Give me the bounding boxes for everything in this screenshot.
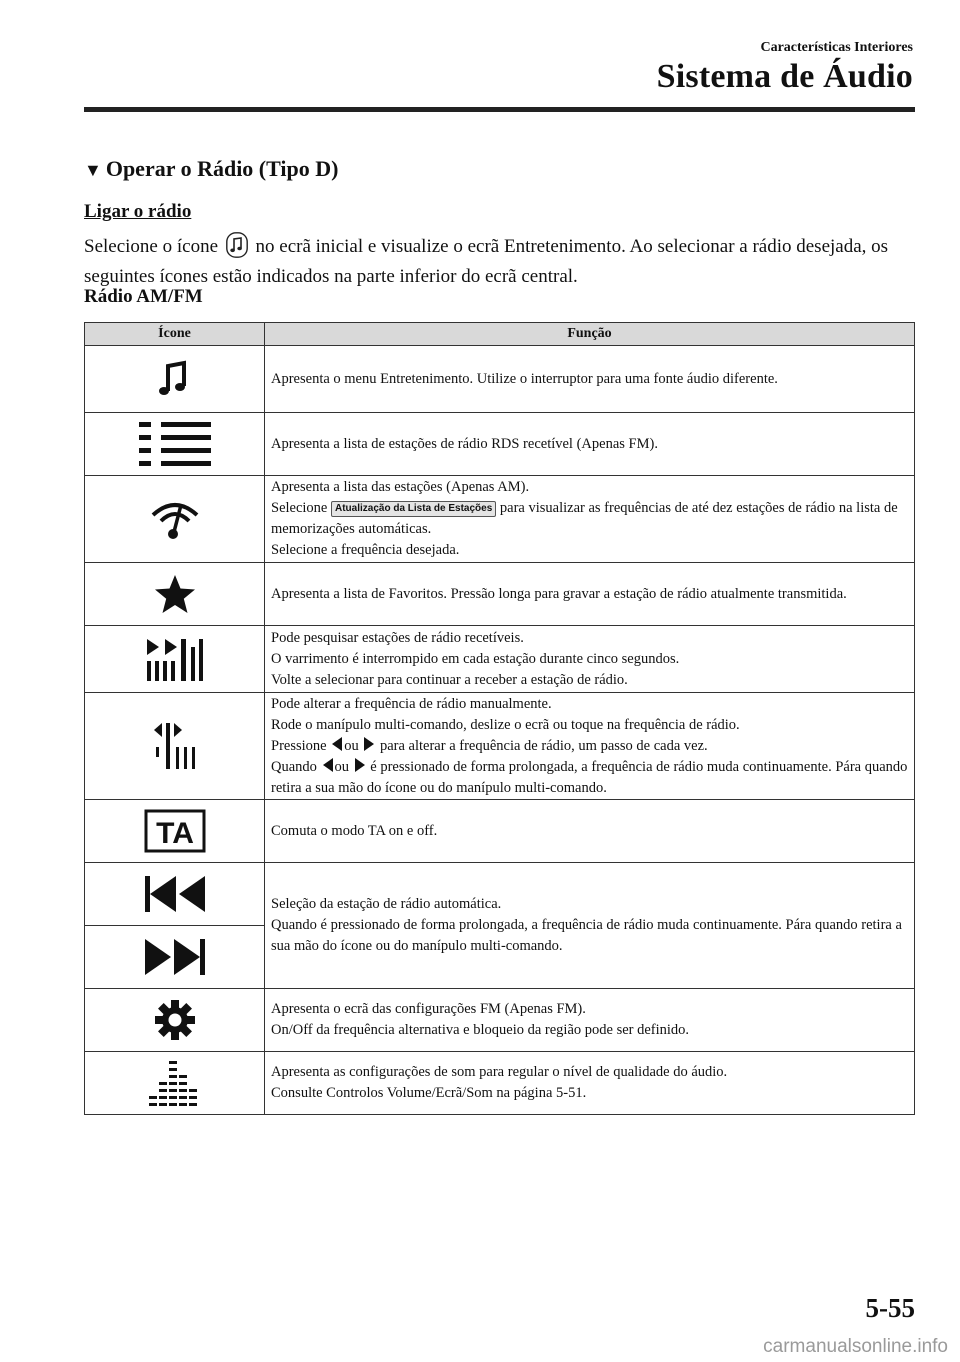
- row-description: Apresenta a lista das estações (Apenas AM). Selecione Atualização da Lista de Estações para visualizar as frequências de até dez estações de rádio na lista de memorizações automáticas. Selecione a frequência desejada.: [265, 476, 915, 563]
- row-description: Pode pesquisar estações de rádio recetíveis. O varrimento é interrompido em cada estação durante cinco segundos. Volte a selecionar para continuar a receber a estação de rádio.: [265, 626, 915, 693]
- right-arrow-icon: [355, 758, 365, 772]
- table-row: [85, 626, 915, 693]
- update-station-list-button[interactable]: Atualização da Lista de Estações: [331, 501, 496, 517]
- manual-tune-icon: [85, 693, 265, 800]
- row-description: Apresenta o ecrã das configurações FM (Apenas FM). On/Off da frequência alternativa e bloqueio da região pode ser definido.: [265, 989, 915, 1052]
- intro-text-2: no ecrã inicial e visualize o ecrã Entretenimento. Ao selecionar a rádio desejada, os seguintes ícones estão indicados na parte inferior do ecrã central.: [84, 236, 889, 287]
- row-description: Apresenta a lista de Favoritos. Pressão longa para gravar a estação de rádio atualmente transmitida.: [265, 563, 915, 626]
- table-header-row: [85, 323, 915, 346]
- page-number: 5-55: [865, 1293, 915, 1323]
- header-divider: [84, 107, 915, 112]
- list-icon: [85, 413, 265, 476]
- table-row: [85, 476, 915, 563]
- table-row: [85, 693, 915, 800]
- scan-icon: [85, 626, 265, 693]
- skip-forward-icon: [85, 926, 265, 989]
- left-arrow-icon: [323, 758, 333, 772]
- subsection-title: Rádio AM/FM: [84, 286, 203, 307]
- table-row: [85, 1052, 915, 1115]
- table-row: [85, 863, 915, 926]
- section-title-text: Operar o Rádio (Tipo D): [105, 156, 339, 181]
- table-row: [85, 346, 915, 413]
- table-row: [85, 800, 915, 863]
- table-row: [85, 563, 915, 626]
- subheading: Ligar o rádio: [84, 201, 192, 222]
- table-row: [85, 413, 915, 476]
- row-description: Apresenta as configurações de som para regular o nível de qualidade do áudio. Consulte Controlos Volume/Ecrã/Som na página 5-51.: [265, 1052, 915, 1115]
- intro-text-1: Selecione o ícone: [84, 236, 219, 257]
- row-description: Apresenta a lista de estações de rádio RDS recetível (Apenas FM).: [265, 413, 915, 476]
- station-list-icon: [85, 476, 265, 563]
- music-note-icon: [226, 232, 248, 258]
- row-description: Apresenta o menu Entretenimento. Utilize o interruptor para uma fonte áudio diferente.: [265, 346, 915, 413]
- intro-paragraph: [84, 232, 914, 292]
- column-header-function: Função: [265, 323, 915, 346]
- chapter-label: Características Interiores: [760, 40, 913, 55]
- gear-icon: [85, 989, 265, 1052]
- left-arrow-icon: [332, 737, 342, 751]
- right-arrow-icon: [364, 737, 374, 751]
- column-header-icon: Ícone: [85, 323, 265, 346]
- section-title: [84, 156, 338, 182]
- star-icon: [85, 563, 265, 626]
- section-marker: ▼: [84, 160, 102, 180]
- row-description: Pode alterar a frequência de rádio manualmente. Rode o manípulo multi-comando, deslize o ecrã ou toque na frequência de rádio. Pressione ou para alterar a frequência de rádio, um passo de cada vez. Quando ou é pressionado de forma prolongada, a frequência de rádio muda continuamente. Pára quando retira a sua mão do ícone ou do manípulo multi-comando.: [265, 693, 915, 800]
- sound-settings-icon: [85, 1052, 265, 1115]
- ta-icon-label: TA: [155, 817, 194, 850]
- table-row: [85, 989, 915, 1052]
- watermark: carmanualsonline.info: [763, 1336, 948, 1357]
- ta-icon: [85, 800, 265, 863]
- skip-back-icon: [85, 863, 265, 926]
- row-description: Seleção da estação de rádio automática. Quando é pressionado de forma prolongada, a frequência de rádio muda continuamente. Pára quando retira a sua mão do ícone ou do manípulo multi-comando.: [265, 863, 915, 989]
- function-table: [84, 322, 915, 1115]
- page-header-title: Sistema de Áudio: [656, 58, 913, 95]
- music-note-icon: [85, 346, 265, 413]
- row-description: Comuta o modo TA on e off.: [265, 800, 915, 863]
